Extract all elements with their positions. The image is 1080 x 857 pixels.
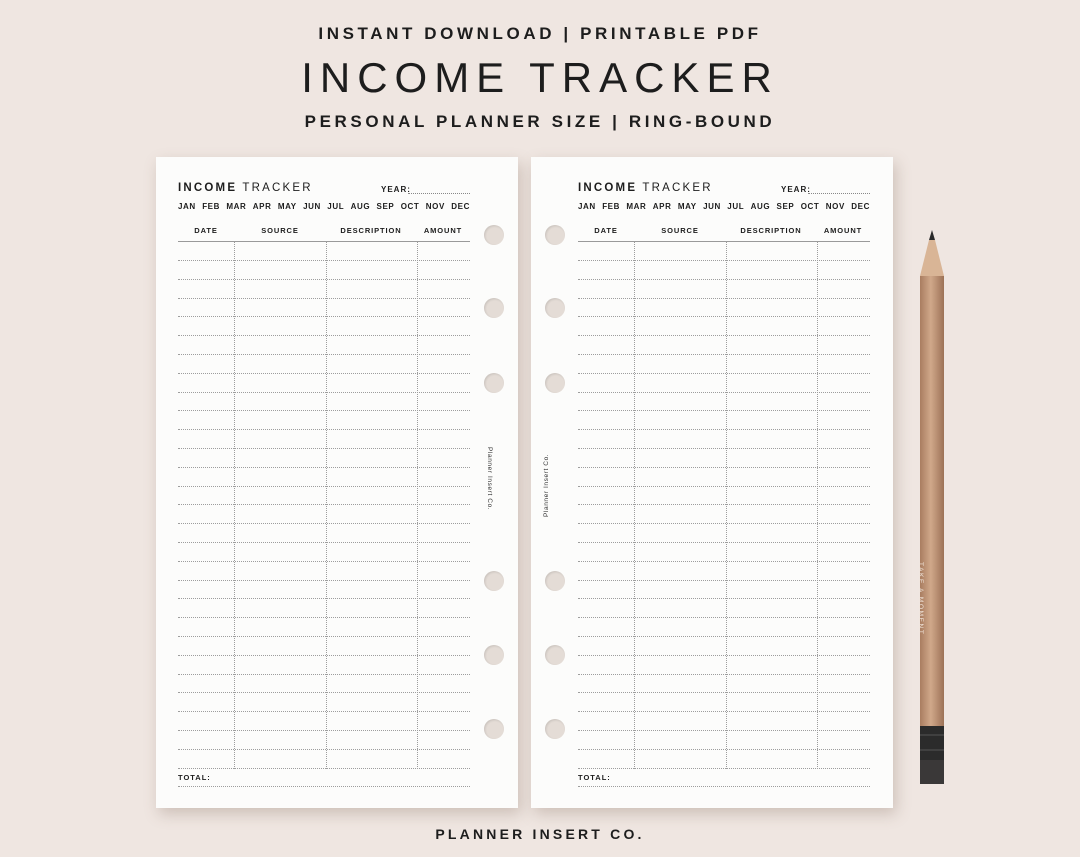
table-row-line (178, 448, 470, 449)
table-column-divider (326, 241, 327, 769)
ring-hole (545, 571, 565, 591)
table-row-line (178, 655, 470, 656)
table-row-line (178, 711, 470, 712)
table-column-divider (817, 241, 818, 769)
month: JAN (178, 202, 196, 211)
insert-title (578, 182, 713, 194)
right-planner-page (531, 157, 893, 808)
column-header-description: DESCRIPTION (340, 226, 402, 235)
table-row-line (178, 674, 470, 675)
table-row-line (578, 730, 870, 731)
pencil-imprint: TAKE A MOMENT (917, 562, 924, 636)
year-label: YEAR: (781, 185, 811, 194)
ring-hole (484, 645, 504, 665)
table-row-line (178, 260, 470, 261)
total-label: TOTAL: (178, 773, 211, 782)
left-planner-page (156, 157, 518, 808)
page-title: INCOME TRACKER (301, 54, 779, 101)
table-row-line (178, 316, 470, 317)
pencil (917, 230, 947, 790)
table-row-line (578, 768, 870, 769)
year-label: YEAR: (381, 185, 411, 194)
table-column-divider (234, 241, 235, 769)
month-row (578, 202, 870, 211)
column-header-amount: AMOUNT (423, 226, 463, 235)
pencil-eraser-band (920, 726, 944, 760)
month: AUG (350, 202, 371, 211)
month: JUL (727, 202, 745, 211)
table-row-line (178, 298, 470, 299)
month: MAY (277, 202, 297, 211)
month-row (178, 202, 470, 211)
insert-title (178, 182, 313, 194)
header-subtitle: PERSONAL PLANNER SIZE | RING-BOUND (304, 112, 776, 131)
table-row-line (578, 429, 870, 430)
column-header-amount: AMOUNT (823, 226, 863, 235)
ring-hole (484, 225, 504, 245)
table-row-line (178, 617, 470, 618)
table-header-rule (578, 241, 870, 242)
pencil-sharpened-tip (920, 240, 944, 276)
table-row-line (578, 373, 870, 374)
table-row-line (578, 354, 870, 355)
table-row-line (578, 636, 870, 637)
year-line (408, 193, 470, 194)
table-row-line (178, 410, 470, 411)
month: DEC (851, 202, 870, 211)
month: OCT (800, 202, 820, 211)
table-row-line (578, 749, 870, 750)
table-row-line (178, 692, 470, 693)
ring-hole (484, 373, 504, 393)
table-column-divider (726, 241, 727, 769)
month: JUN (303, 202, 321, 211)
month: MAY (677, 202, 697, 211)
table-row-line (178, 730, 470, 731)
month: AUG (750, 202, 771, 211)
table-row-line (178, 486, 470, 487)
brand-mark: Planner Insert Co. (486, 447, 493, 511)
pencil-body (920, 276, 944, 726)
month: MAR (626, 202, 647, 211)
total-line (178, 786, 470, 787)
column-header-source: SOURCE (261, 226, 299, 235)
month: OCT (400, 202, 420, 211)
table-row-line (178, 749, 470, 750)
table-row-line (178, 561, 470, 562)
table-row-line (578, 279, 870, 280)
footer-brand: PLANNER INSERT CO. (435, 826, 645, 842)
table-column-divider (634, 241, 635, 769)
month: SEP (776, 202, 795, 211)
table-row-line (178, 542, 470, 543)
table-row-line (578, 448, 870, 449)
table-row-line (178, 429, 470, 430)
insert-title-bold: INCOME (178, 182, 238, 194)
ring-hole (545, 719, 565, 739)
column-header-date: DATE (594, 226, 618, 235)
table-row-line (578, 260, 870, 261)
column-header-date: DATE (194, 226, 218, 235)
ring-hole (545, 373, 565, 393)
ledger-table (178, 241, 470, 769)
table-row-line (178, 580, 470, 581)
ring-hole (545, 225, 565, 245)
table-row-line (178, 354, 470, 355)
table-row-line (178, 598, 470, 599)
brand-mark: Planner Insert Co. (543, 453, 550, 517)
ring-hole (484, 298, 504, 318)
table-row-line (578, 580, 870, 581)
insert-title-light: TRACKER (642, 182, 713, 194)
column-header-description: DESCRIPTION (740, 226, 802, 235)
table-row-line (178, 279, 470, 280)
table-row-line (578, 561, 870, 562)
table-row-line (578, 617, 870, 618)
table-row-line (578, 392, 870, 393)
table-row-line (578, 316, 870, 317)
table-header-rule (178, 241, 470, 242)
month: FEB (202, 202, 220, 211)
insert-title-bold: INCOME (578, 182, 638, 194)
table-column-divider (417, 241, 418, 769)
header-top-line: INSTANT DOWNLOAD | PRINTABLE PDF (318, 24, 762, 43)
month: DEC (451, 202, 470, 211)
month: FEB (602, 202, 620, 211)
table-row-line (578, 335, 870, 336)
table-row-line (178, 636, 470, 637)
ledger-table (578, 241, 870, 769)
table-row-line (178, 523, 470, 524)
month: JUL (327, 202, 345, 211)
table-row-line (178, 373, 470, 374)
table-row-line (578, 711, 870, 712)
ring-hole (484, 571, 504, 591)
month: JUN (703, 202, 721, 211)
total-line (578, 786, 870, 787)
table-row-line (178, 392, 470, 393)
table-row-line (578, 655, 870, 656)
table-row-line (578, 504, 870, 505)
table-row-line (178, 467, 470, 468)
month: APR (652, 202, 672, 211)
table-row-line (578, 542, 870, 543)
ring-hole (545, 645, 565, 665)
pencil-eraser (920, 760, 944, 784)
table-row-line (178, 768, 470, 769)
table-row-line (578, 692, 870, 693)
month: NOV (425, 202, 445, 211)
month: SEP (376, 202, 395, 211)
month: NOV (825, 202, 845, 211)
insert-title-light: TRACKER (242, 182, 313, 194)
table-row-line (578, 598, 870, 599)
table-row-line (578, 674, 870, 675)
table-row-line (578, 298, 870, 299)
ring-hole (484, 719, 504, 739)
pencil-lead (929, 230, 935, 240)
table-row-line (578, 410, 870, 411)
ring-hole (545, 298, 565, 318)
table-row-line (178, 335, 470, 336)
year-line (808, 193, 870, 194)
table-row-line (578, 486, 870, 487)
total-label: TOTAL: (578, 773, 611, 782)
table-row-line (178, 504, 470, 505)
month: JAN (578, 202, 596, 211)
table-row-line (578, 467, 870, 468)
table-row-line (578, 523, 870, 524)
column-header-source: SOURCE (661, 226, 699, 235)
month: APR (252, 202, 272, 211)
month: MAR (226, 202, 247, 211)
